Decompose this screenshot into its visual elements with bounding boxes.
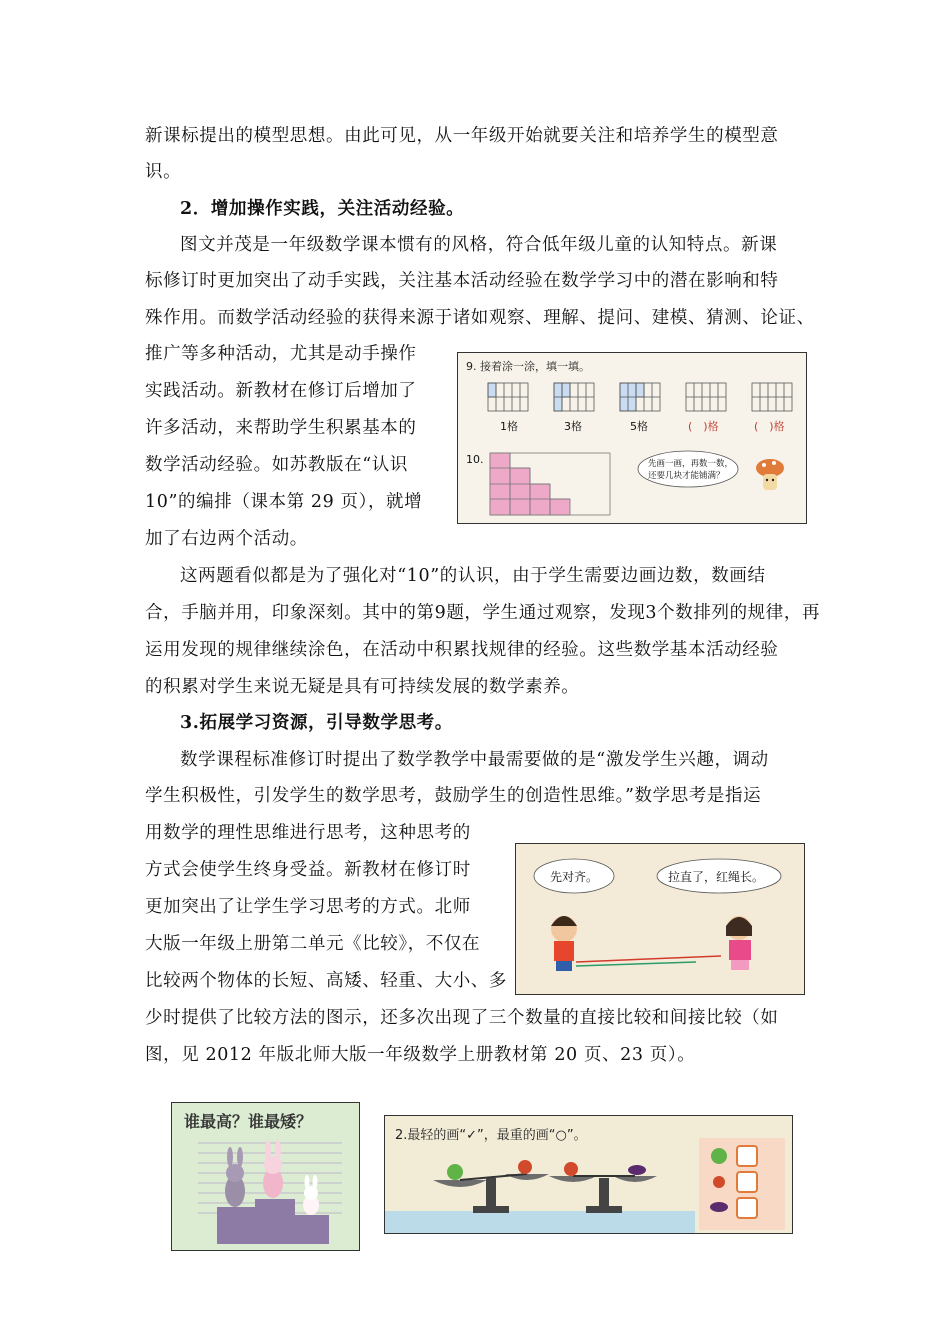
figure-balance-scale [384,1115,793,1234]
bubble-line-2: 还要几块才能铺满？ [648,471,725,481]
para3-line-4: 的积累对学生来说无疑是具有可持续发展的数学素养。 [145,677,580,697]
para2-line-3: 殊作用。而数学活动经验的获得来源于诸如观察、理解、提问、建模、猜测、论证、 [145,308,815,328]
q9-title: 9. 接着涂一涂，填一填。 [466,360,590,373]
para4-line-4: 方式会使学生终身受益。新教材在修订时 [145,860,471,880]
para2-line-9: 加了右边两个活动。 [145,529,308,549]
rope-bubble-right: 拉直了，红绳长。 [668,870,765,884]
para4-line-8: 少时提供了比较方法的图示，还多次出现了三个数量的直接比较和间接比较（如 [145,1008,779,1028]
para3-line-1: 这两题看似都是为了强化对“10”的认识，由于学生需要边画边数，数画结 [180,566,766,586]
grid-label-5: ( )格 [754,420,785,433]
para4-line-5: 更加突出了让学生学习思考的方式。北师 [145,897,471,917]
bubble-line-1: 先画一画，再数一数， [648,459,734,469]
para2-line-7: 数学活动经验。如苏教版在“认识 [145,455,408,475]
grid-label-1: 1格 [500,420,518,433]
para4-line-9: 图，见 2012 年版北师大版一年级数学上册教材第 20 页、23 页）。 [145,1045,696,1065]
figure-rope-comparison [515,843,805,995]
para2-line-1: 图文并茂是一年级数学课本惯有的风格，符合低年级儿童的认知特点。新课 [180,235,778,255]
para4-line-6: 大版一年级上册第二单元《比较》，不仅在 [145,934,481,954]
para4-line-7: 比较两个物体的长短、高矮、轻重、大小、多 [145,971,507,991]
section-heading-3: 3.拓展学习资源，引导数学思考。 [180,713,453,733]
height-title: 谁最高？谁最矮？ [184,1112,313,1131]
para2-line-5: 实践活动。新教材在修订后增加了 [145,381,417,401]
para3-line-2: 合，手脑并用，印象深刻。其中的第9题，学生通过观察，发现3个数排列的规律，再 [145,603,821,623]
para4-line-1: 数学课程标准修订时提出了数学教学中最需要做的是“激发学生兴趣，调动 [180,750,769,770]
q10-label: 10. [466,453,484,466]
grid-drawing [458,353,806,523]
grid-label-4: ( )格 [688,420,719,433]
para3-line-3: 运用发现的规律继续涂色，在活动中积累找规律的经验。这些数学基本活动经验 [145,640,779,660]
para1-line-1: 新课标提出的模型思想。由此可见，从一年级开始就要关注和培养学生的模型意 [145,126,779,146]
rope-drawing [516,844,804,994]
scale-title: 2.最轻的画“✓”，最重的画“○”。 [395,1128,587,1143]
section-heading-2: 2．增加操作实践，关注活动经验。 [180,199,465,219]
para4-line-2: 学生积极性，引发学生的数学思考，鼓励学生的创造性思维。”数学思考是指运 [145,786,762,806]
para2-line-4: 推广等多种活动，尤其是动手操作 [145,344,417,364]
para1-line-2: 识。 [145,162,182,182]
para2-line-6: 许多活动，来帮助学生积累基本的 [145,418,417,438]
para2-line-8: 10”的编排（课本第 29 页），就增 [145,492,423,512]
para2-line-2: 标修订时更加突出了动手实践，关注基本活动经验在数学学习中的潜在影响和特 [145,271,779,291]
rope-bubble-left: 先对齐。 [550,870,599,884]
grid-label-3: 5格 [630,420,648,433]
figure-grid-exercise [457,352,807,524]
figure-height-comparison [171,1102,360,1251]
grid-label-2: 3格 [564,420,582,433]
para4-line-3: 用数学的理性思维进行思考，这种思考的 [145,823,471,843]
